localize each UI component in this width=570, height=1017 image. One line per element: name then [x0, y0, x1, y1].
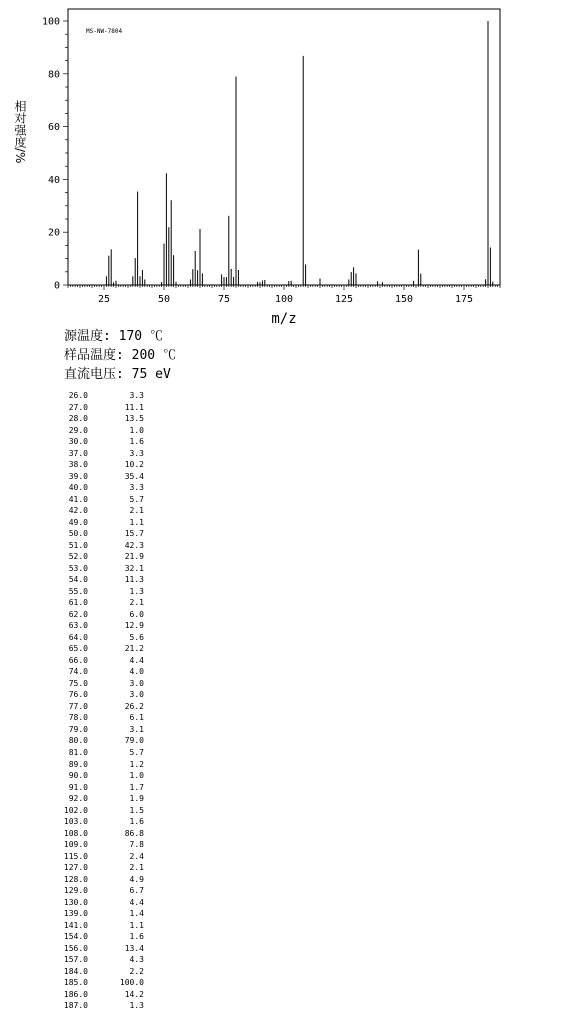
peak-table-row — [60, 897, 160, 909]
source-temperature: 源温度: 170 ℃ — [64, 329, 163, 344]
peak-table-row — [60, 724, 160, 736]
peak-table-row — [60, 459, 160, 471]
peak-intensity-value: 21.2 — [124, 644, 144, 654]
peak-mz-value: 30.0 — [68, 437, 88, 447]
peak-mz-value: 78.0 — [68, 713, 88, 723]
peak-mz-value: 184.0 — [63, 966, 88, 976]
peak-bars — [106, 21, 492, 285]
x-tick-label: 125 — [334, 294, 354, 305]
peak-intensity-value: 1.6 — [129, 437, 144, 447]
peak-mz-value: 128.0 — [63, 874, 88, 884]
peak-intensity-value: 21.9 — [124, 552, 144, 562]
peak-intensity-value: 6.0 — [129, 609, 144, 619]
peak-table-row — [60, 620, 160, 632]
peak-intensity-value: 14.2 — [124, 989, 144, 999]
x-axis-label: m/z — [271, 311, 297, 327]
peak-table-row — [60, 793, 160, 805]
x-tick-label: 50 — [157, 294, 171, 305]
peak-intensity-value: 4.4 — [129, 897, 144, 907]
peak-table-row — [60, 597, 160, 609]
peak-mz-value: 74.0 — [68, 667, 88, 677]
peak-mz-value: 91.0 — [68, 782, 88, 792]
peak-table-row — [60, 632, 160, 644]
y-tick-label: 0 — [53, 280, 60, 292]
peak-mz-value: 141.0 — [63, 920, 88, 930]
peak-intensity-value: 1.2 — [129, 759, 144, 769]
peak-table-row — [60, 413, 160, 425]
peak-table-row — [60, 540, 160, 552]
spectrum-id-label: MS-NW-7804 — [86, 28, 123, 35]
peak-mz-value: 115.0 — [63, 851, 88, 861]
peak-intensity-value: 2.1 — [129, 506, 144, 516]
axis-ticks — [42, 17, 500, 306]
peak-table-row — [60, 482, 160, 494]
peak-intensity-value: 3.3 — [129, 391, 144, 400]
peak-intensity-value: 86.8 — [124, 828, 144, 838]
peak-table-row — [60, 528, 160, 540]
peak-intensity-value: 4.0 — [129, 667, 144, 677]
dc-voltage: 直流电压: 75 eV — [64, 367, 171, 382]
peak-intensity-value: 1.1 — [129, 517, 144, 527]
peak-table-row — [60, 517, 160, 529]
peak-table-row — [60, 782, 160, 794]
peak-mz-value: 76.0 — [68, 690, 88, 700]
peak-intensity-value: 32.1 — [124, 563, 144, 573]
peak-mz-value: 66.0 — [68, 655, 88, 665]
peak-mz-value: 185.0 — [63, 978, 88, 988]
peak-intensity-value: 10.2 — [124, 460, 144, 470]
peak-intensity-value: 1.6 — [129, 932, 144, 942]
peak-intensity-value: 1.6 — [129, 817, 144, 827]
peak-table-row — [60, 816, 160, 828]
peak-mz-value: 62.0 — [68, 609, 88, 619]
peak-intensity-value: 6.1 — [129, 713, 144, 723]
peak-intensity-value: 4.3 — [129, 955, 144, 965]
peak-mz-value: 109.0 — [63, 840, 88, 850]
peak-table-row — [60, 839, 160, 851]
peak-intensity-value: 3.0 — [129, 678, 144, 688]
peak-table-row — [60, 885, 160, 897]
x-tick-label: 100 — [274, 294, 294, 305]
x-tick-label: 150 — [394, 294, 414, 305]
sample-temperature: 样品温度: 200 ℃ — [64, 348, 176, 363]
peak-intensity-value: 2.4 — [129, 851, 144, 861]
peak-intensity-value: 7.8 — [129, 840, 144, 850]
peak-intensity-value: 42.3 — [124, 540, 144, 550]
peak-intensity-value: 2.2 — [129, 966, 144, 976]
peak-intensity-value: 2.1 — [129, 863, 144, 873]
x-tick-label: 175 — [454, 294, 474, 305]
peak-mz-value: 61.0 — [68, 598, 88, 608]
peak-mz-value: 37.0 — [68, 448, 88, 458]
axes — [68, 9, 500, 285]
peak-table-row — [60, 943, 160, 955]
peak-mz-value: 65.0 — [68, 644, 88, 654]
peak-table-row — [60, 977, 160, 989]
peak-table-row — [60, 747, 160, 759]
peak-mz-value: 53.0 — [68, 563, 88, 573]
y-tick-label: 20 — [47, 227, 60, 239]
peak-table-row — [60, 643, 160, 655]
peak-table-row — [60, 712, 160, 724]
peak-mz-value: 39.0 — [68, 471, 88, 481]
peak-mz-value: 157.0 — [63, 955, 88, 965]
peak-mz-value: 49.0 — [68, 517, 88, 527]
peak-table-row — [60, 920, 160, 932]
peak-table-row — [60, 390, 160, 402]
peak-intensity-value: 1.3 — [129, 1001, 144, 1011]
peak-mz-value: 55.0 — [68, 586, 88, 596]
peak-intensity-value: 1.3 — [129, 586, 144, 596]
peak-mz-value: 79.0 — [68, 724, 88, 734]
peak-mz-value: 102.0 — [63, 805, 88, 815]
peak-mz-value: 186.0 — [63, 989, 88, 999]
peak-mz-value: 139.0 — [63, 909, 88, 919]
peak-mz-value: 50.0 — [68, 529, 88, 539]
peak-table-row — [60, 689, 160, 701]
peak-mz-value: 156.0 — [63, 943, 88, 953]
peak-table-row — [60, 494, 160, 506]
peak-mz-value: 129.0 — [63, 886, 88, 896]
peak-mz-value: 92.0 — [68, 794, 88, 804]
peak-mz-value: 90.0 — [68, 771, 88, 781]
peak-intensity-value: 1.4 — [129, 909, 144, 919]
peak-table-row — [60, 966, 160, 978]
peak-table-row — [60, 563, 160, 575]
x-tick-label: 25 — [97, 294, 111, 305]
peak-table-row — [60, 666, 160, 678]
peak-mz-value: 63.0 — [68, 621, 88, 631]
peak-table-row — [60, 655, 160, 667]
peak-mz-value: 28.0 — [68, 414, 88, 424]
peak-intensity-value: 13.5 — [124, 414, 144, 424]
peak-intensity-value: 13.4 — [124, 943, 144, 953]
peak-intensity-value: 3.3 — [129, 483, 144, 493]
peak-mz-value: 29.0 — [68, 425, 88, 435]
y-tick-label: 100 — [41, 16, 60, 28]
peak-intensity-value: 4.4 — [129, 655, 144, 665]
peak-intensity-value: 1.5 — [129, 805, 144, 815]
peak-mz-value: 127.0 — [63, 863, 88, 873]
peak-mz-value: 51.0 — [68, 540, 88, 550]
peak-table-row — [60, 436, 160, 448]
peak-mz-value: 64.0 — [68, 632, 88, 642]
peak-intensity-value: 5.6 — [129, 632, 144, 642]
peak-table-row — [60, 1000, 160, 1012]
peak-intensity-value: 11.3 — [124, 575, 144, 585]
peak-table-row — [60, 701, 160, 713]
peak-mz-value: 103.0 — [63, 817, 88, 827]
peak-intensity-value: 3.1 — [129, 724, 144, 734]
peak-intensity-value: 5.7 — [129, 494, 144, 504]
peak-table-row — [60, 989, 160, 1001]
peak-intensity-value: 11.1 — [124, 402, 144, 412]
peak-mz-value: 42.0 — [68, 506, 88, 516]
peak-intensity-value: 15.7 — [124, 529, 144, 539]
peak-intensity-value: 5.7 — [129, 747, 144, 757]
peak-table-row — [60, 759, 160, 771]
peak-mz-value: 89.0 — [68, 759, 88, 769]
peak-mz-value: 27.0 — [68, 402, 88, 412]
peak-intensity-value: 1.1 — [129, 920, 144, 930]
peak-table-row — [60, 770, 160, 782]
peak-table-row — [60, 678, 160, 690]
peak-mz-value: 52.0 — [68, 552, 88, 562]
peak-table-row — [60, 735, 160, 747]
peak-intensity-value: 4.9 — [129, 874, 144, 884]
peak-intensity-value: 3.3 — [129, 448, 144, 458]
peak-intensity-value: 1.0 — [129, 425, 144, 435]
y-tick-label: 60 — [47, 122, 60, 134]
peak-mz-value: 154.0 — [63, 932, 88, 942]
peak-mz-value: 77.0 — [68, 701, 88, 711]
peak-intensity-value: 1.7 — [129, 782, 144, 792]
peak-intensity-value: 26.2 — [124, 701, 144, 711]
peak-table-row — [60, 874, 160, 886]
peak-table-row — [60, 586, 160, 598]
peak-table-row — [60, 505, 160, 517]
peak-intensity-value: 12.9 — [124, 621, 144, 631]
peak-mz-value: 108.0 — [63, 828, 88, 838]
peak-table-row — [60, 402, 160, 414]
peak-table-row — [60, 574, 160, 586]
peak-table-row — [60, 425, 160, 437]
x-tick-label: 75 — [217, 294, 231, 305]
y-tick-label: 40 — [47, 174, 60, 186]
peak-table — [60, 390, 160, 1012]
peak-intensity-value: 100.0 — [119, 978, 144, 988]
peak-table-row — [60, 551, 160, 563]
peak-intensity-value: 6.7 — [129, 886, 144, 896]
peak-mz-value: 187.0 — [63, 1001, 88, 1011]
peak-intensity-value: 1.9 — [129, 794, 144, 804]
peak-mz-value: 81.0 — [68, 747, 88, 757]
plot-frame — [68, 9, 500, 285]
peak-mz-value: 130.0 — [63, 897, 88, 907]
peak-table-row — [60, 908, 160, 920]
peak-table-row — [60, 471, 160, 483]
peak-intensity-value: 2.1 — [129, 598, 144, 608]
y-tick-label: 80 — [47, 69, 60, 81]
peak-table-row — [60, 862, 160, 874]
peak-intensity-value: 3.0 — [129, 690, 144, 700]
peak-table-row — [60, 851, 160, 863]
peak-mz-value: 26.0 — [68, 391, 88, 400]
y-axis-label: 相对强度/% — [13, 100, 27, 164]
peak-table-row — [60, 448, 160, 460]
peak-table-row — [60, 805, 160, 817]
peak-mz-value: 40.0 — [68, 483, 88, 493]
peak-intensity-value: 35.4 — [124, 471, 144, 481]
peak-mz-value: 54.0 — [68, 575, 88, 585]
peak-mz-value: 41.0 — [68, 494, 88, 504]
peak-table-row — [60, 954, 160, 966]
peak-mz-value: 38.0 — [68, 460, 88, 470]
peak-mz-value: 80.0 — [68, 736, 88, 746]
peak-table-row — [60, 828, 160, 840]
peak-mz-value: 75.0 — [68, 678, 88, 688]
peak-intensity-value: 79.0 — [124, 736, 144, 746]
peak-intensity-value: 1.0 — [129, 771, 144, 781]
peak-table-row — [60, 609, 160, 621]
peak-table-row — [60, 931, 160, 943]
mass-spectrum-chart — [0, 0, 570, 335]
